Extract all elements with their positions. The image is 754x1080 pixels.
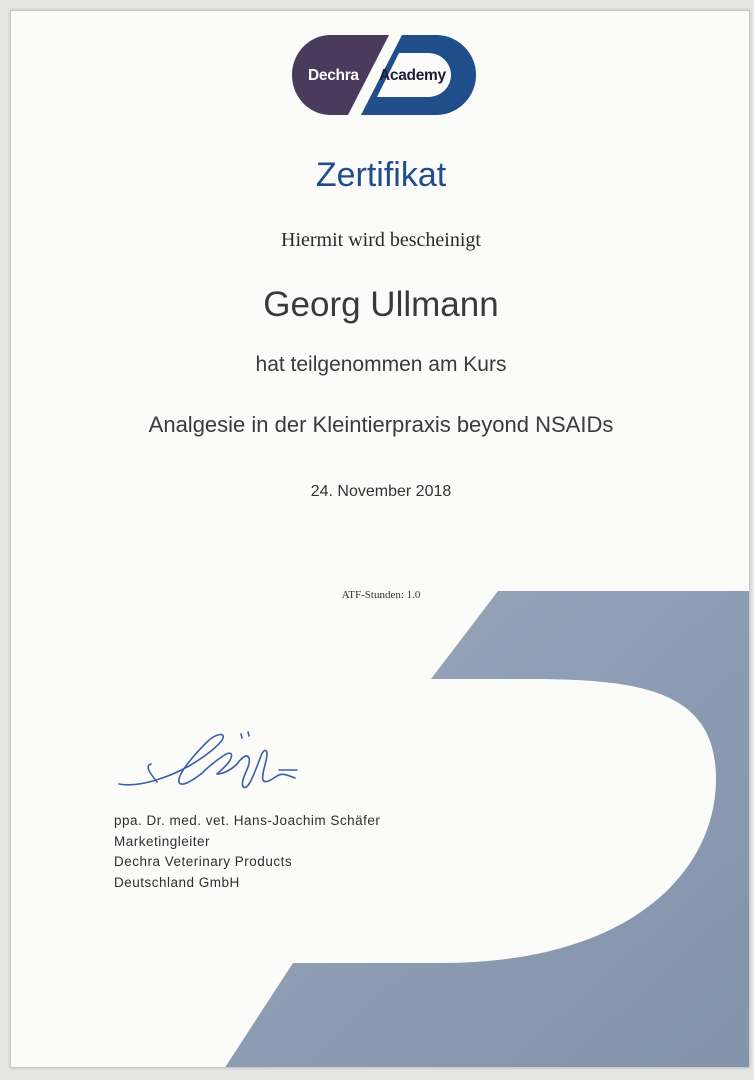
signatory-company: Dechra Veterinary Products bbox=[114, 854, 293, 869]
signatory-block bbox=[114, 811, 380, 893]
atf-hours: ATF-Stunden: 1.0 bbox=[341, 589, 421, 601]
logo-product-text: Academy bbox=[379, 67, 446, 84]
course-date: 24. November 2018 bbox=[310, 483, 452, 500]
dechra-academy-logo bbox=[291, 34, 477, 116]
certificate-intro: Hiermit wird bescheinigt bbox=[281, 229, 481, 251]
logo-brand-text: Dechra bbox=[308, 67, 359, 84]
signatory-role: Marketingleiter bbox=[114, 833, 211, 849]
signatory-name: ppa. Dr. med. vet. Hans-Joachim Schäfer bbox=[114, 813, 381, 828]
participation-text: hat teilgenommen am Kurs bbox=[255, 353, 507, 376]
handwritten-signature bbox=[111, 726, 321, 806]
certificate-page bbox=[10, 10, 750, 1068]
signatory-company-country: Deutschland GmbH bbox=[114, 874, 240, 890]
course-title: Analgesie in der Kleintierpraxis beyond NSAIDs bbox=[148, 412, 614, 437]
certificate-title: Zertifikat bbox=[315, 156, 447, 194]
participant-name: Georg Ullmann bbox=[263, 285, 499, 324]
